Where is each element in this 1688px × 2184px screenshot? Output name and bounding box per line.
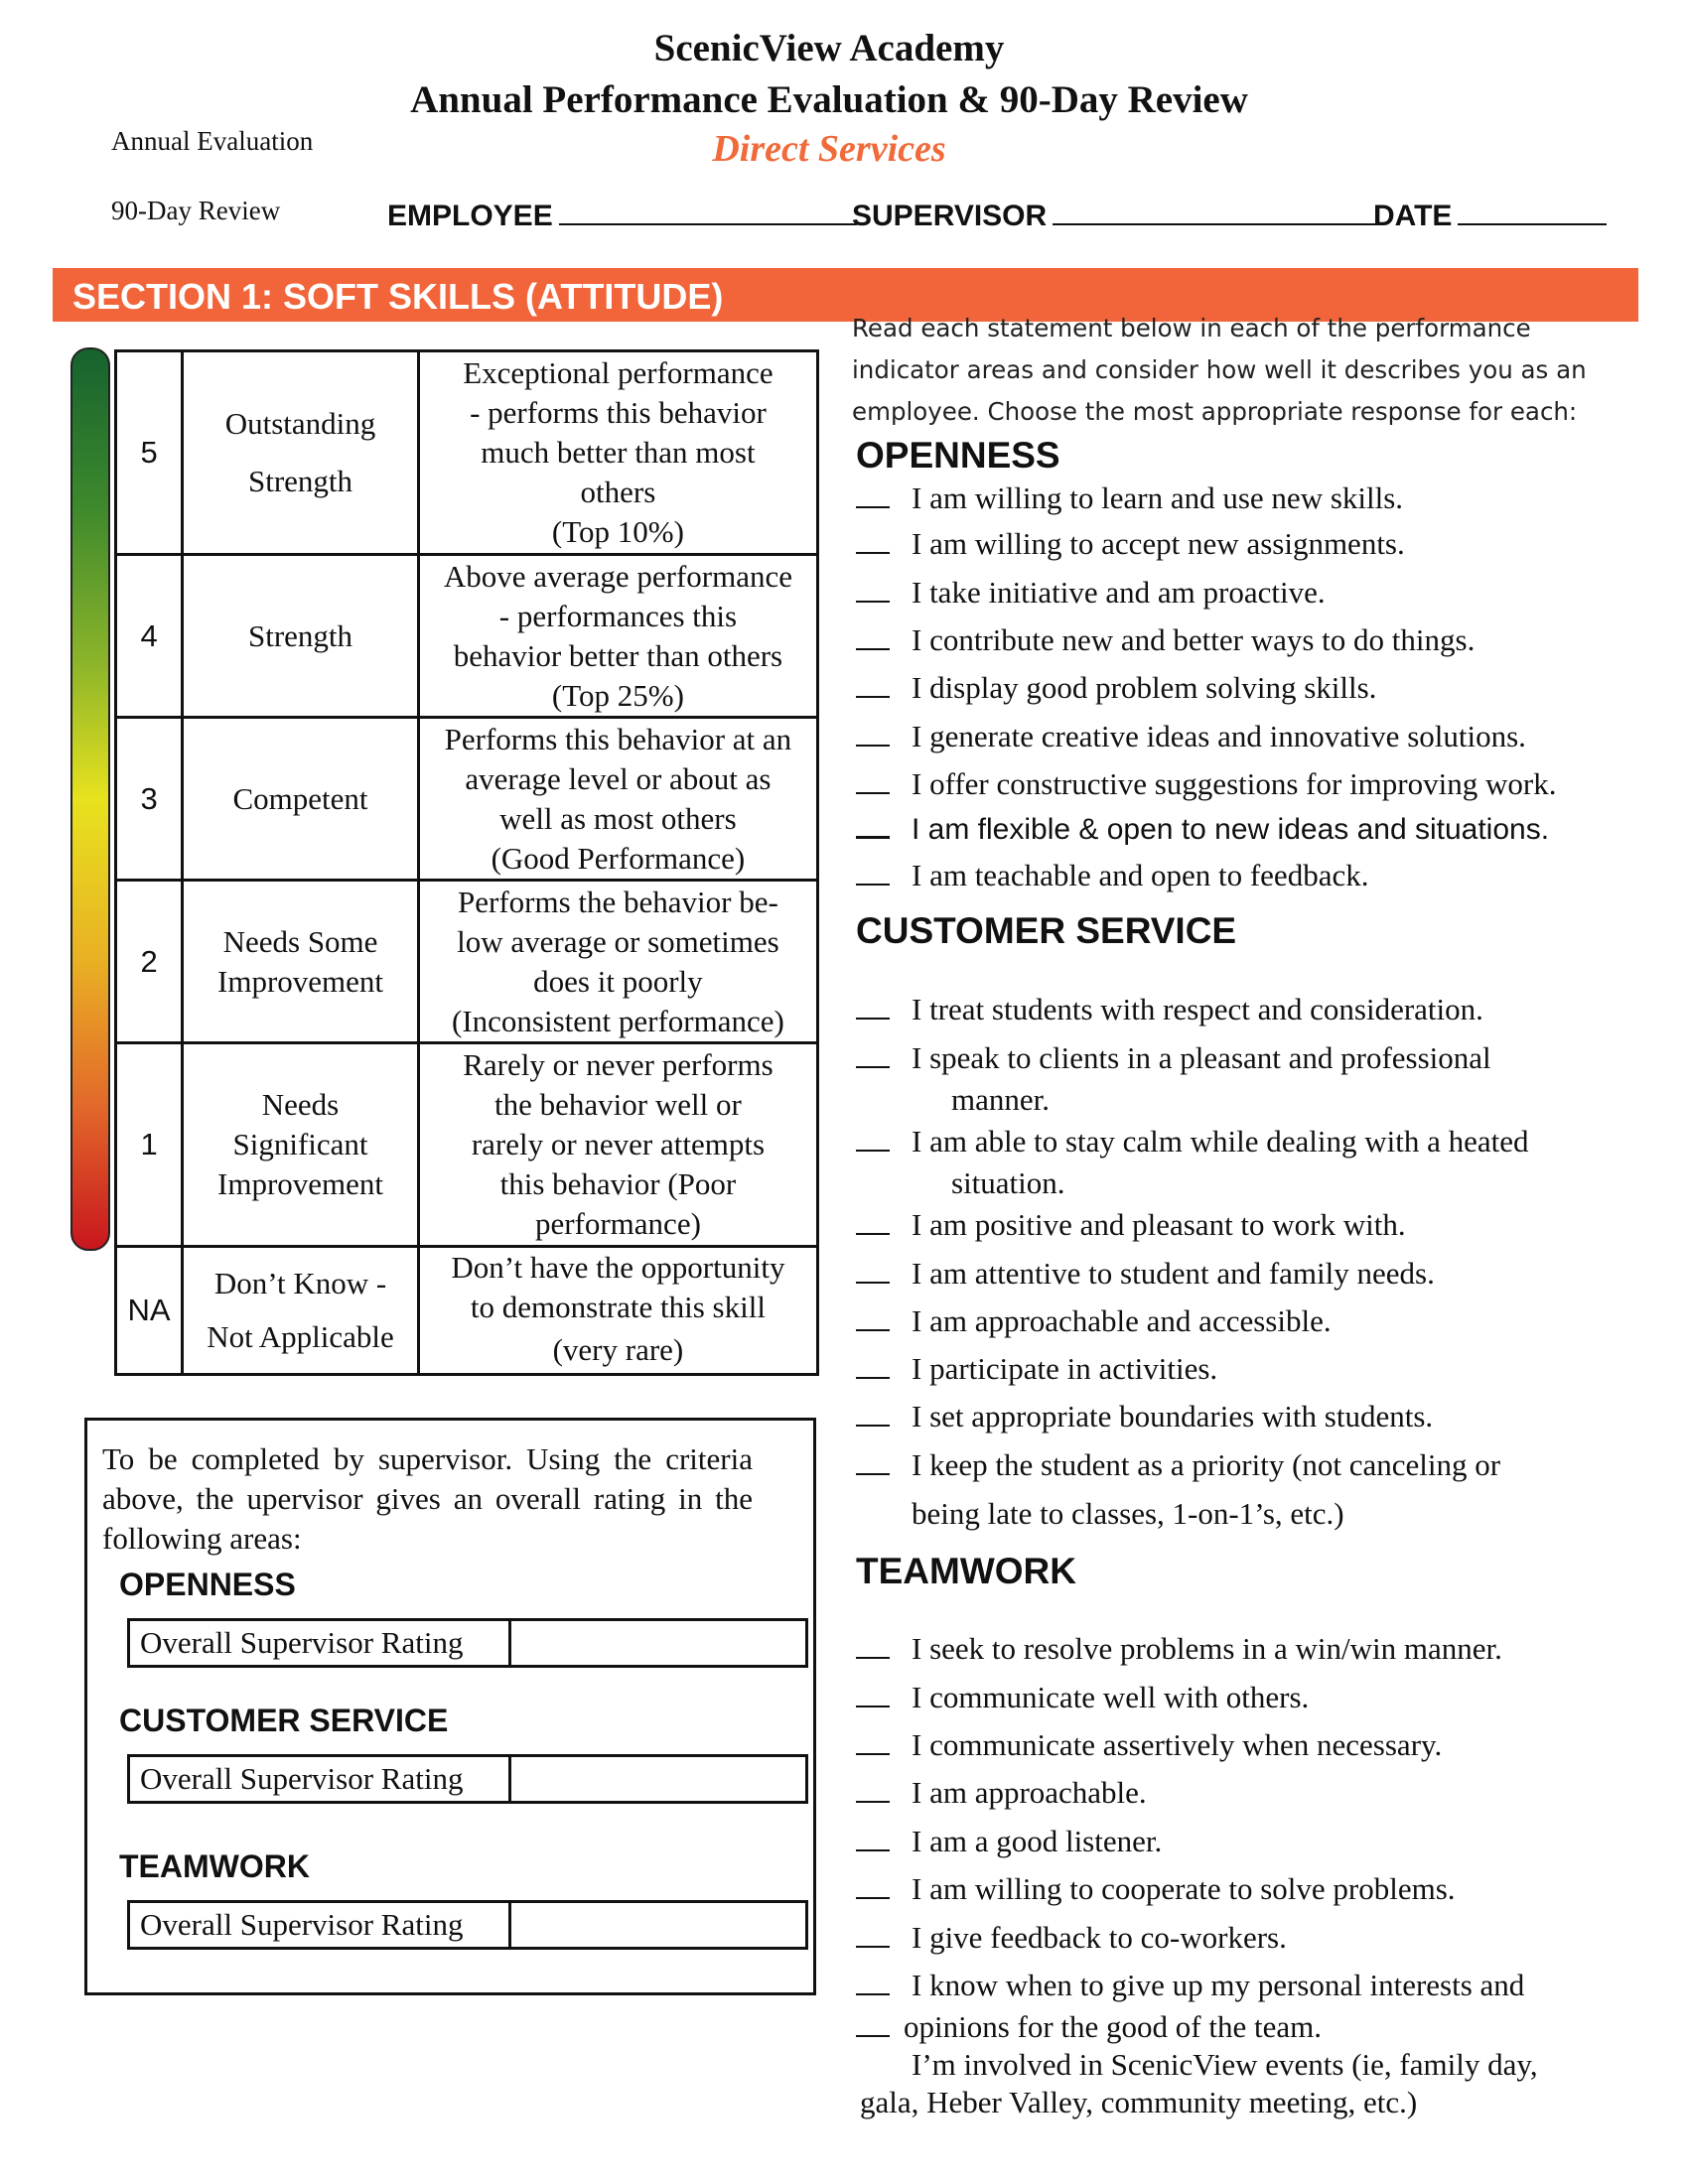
list-item: I treat students with respect and consideration.	[856, 990, 1650, 1029]
teamwork-heading: TEAMWORK	[856, 1551, 1076, 1591]
scale-description: Exceptional performance - performs this behavior much better than most others (Top 10%)	[418, 351, 817, 555]
customer-service-rating-row	[127, 1754, 808, 1804]
list-item: I speak to clients in a pleasant and professional	[856, 1038, 1650, 1078]
list-item: I contribute new and better ways to do things.	[856, 620, 1650, 660]
scale-row	[116, 1247, 818, 1375]
response-blank[interactable]	[856, 670, 890, 698]
list-item: I am willing to accept new assignments.	[856, 524, 1650, 564]
employee-label: EMPLOYEE	[387, 200, 553, 232]
scale-score: 1	[116, 1043, 183, 1247]
openness-rating-row	[127, 1618, 808, 1668]
openness-rating-input[interactable]	[514, 1621, 805, 1665]
annual-evaluation-option[interactable]: Annual Evaluation	[111, 126, 314, 156]
scale-score: 4	[116, 555, 183, 718]
list-item: I keep the student as a priority (not canceling or	[856, 1445, 1650, 1485]
scale-row	[116, 351, 818, 555]
org-name: ScenicView Academy	[653, 27, 1005, 69]
scale-score: 2	[116, 881, 183, 1043]
supervisor-label: SUPERVISOR	[852, 200, 1048, 232]
response-blank[interactable]	[856, 1351, 890, 1379]
list-item: I am approachable and accessible.	[856, 1301, 1650, 1341]
response-blank[interactable]	[856, 1399, 890, 1427]
scale-score: 3	[116, 718, 183, 881]
response-blank[interactable]	[856, 1680, 890, 1707]
rating-label: Overall Supervisor Rating	[130, 1621, 511, 1665]
response-blank[interactable]	[856, 526, 890, 554]
list-item: I am able to stay calm while dealing with a heated	[856, 1122, 1650, 1161]
section-title: SECTION 1: SOFT SKILLS (ATTITUDE)	[72, 276, 724, 317]
list-item: I am willing to learn and use new skills.	[856, 478, 1650, 518]
response-blank[interactable]	[856, 1447, 890, 1475]
rating-label: Overall Supervisor Rating	[130, 1757, 511, 1801]
list-item: I seek to resolve problems in a win/win manner.	[856, 1629, 1650, 1669]
supervisor-blank[interactable]	[1053, 194, 1380, 225]
date-label: DATE	[1373, 200, 1453, 232]
response-blank[interactable]	[856, 719, 890, 747]
list-item: I am willing to cooperate to solve problems.	[856, 1869, 1650, 1909]
response-blank[interactable]	[856, 1775, 890, 1803]
supervisor-area-customer-service: CUSTOMER SERVICE	[119, 1703, 449, 1738]
list-item-continuation: being late to classes, 1-on-1’s, etc.)	[912, 1496, 1344, 1531]
response-blank[interactable]	[856, 1124, 890, 1152]
supervisor-field[interactable]	[852, 194, 1380, 233]
scale-label: Needs Some Improvement	[183, 881, 419, 1043]
scale-score: 5	[116, 351, 183, 555]
teamwork-rating-input[interactable]	[514, 1903, 805, 1947]
response-blank[interactable]	[856, 1256, 890, 1284]
response-blank[interactable]	[856, 1631, 890, 1659]
employee-field[interactable]	[387, 194, 857, 233]
form-subtitle: Direct Services	[712, 128, 946, 170]
list-item-continuation: manner.	[951, 1082, 1050, 1117]
date-field[interactable]	[1373, 194, 1607, 233]
scale-description: Above average performance - performances this behavior better than others (Top 25%)	[418, 555, 817, 718]
response-blank[interactable]	[856, 575, 890, 603]
response-blank[interactable]	[856, 2009, 890, 2037]
response-blank[interactable]	[856, 858, 890, 886]
supervisor-area-openness: OPENNESS	[119, 1567, 296, 1602]
list-item: I display good problem solving skills.	[856, 668, 1650, 708]
scale-label: Strength	[183, 555, 419, 718]
scale-score: NA	[116, 1247, 183, 1375]
list-item: I know when to give up my personal interests and	[856, 1966, 1650, 2005]
customer-service-heading: CUSTOMER SERVICE	[856, 910, 1237, 951]
scale-label: Needs Significant Improvement	[183, 1043, 419, 1247]
supervisor-instructions: To be completed by supervisor. Using the criteria above, the upervisor gives an overall rating in the following areas:	[102, 1441, 753, 1556]
scale-description: Don’t have the opportunity to demonstrate this skill (very rare)	[418, 1247, 817, 1375]
response-blank[interactable]	[856, 810, 890, 839]
scale-label: Outstanding Strength	[183, 351, 419, 555]
customer-service-rating-input[interactable]	[514, 1757, 805, 1801]
response-blank[interactable]	[856, 1040, 890, 1068]
list-item: I participate in activities.	[856, 1349, 1650, 1389]
list-item: I take initiative and am proactive.	[856, 573, 1650, 613]
list-item: I give feedback to co-workers.	[856, 1918, 1650, 1958]
list-item: I am a good listener.	[856, 1822, 1650, 1861]
list-item: I communicate well with others.	[856, 1678, 1650, 1717]
response-blank[interactable]	[856, 1727, 890, 1755]
list-item: I offer constructive suggestions for improving work.	[856, 764, 1650, 804]
ninety-day-review-option[interactable]: 90-Day Review	[111, 196, 281, 225]
scale-row	[116, 881, 818, 1043]
list-item: I communicate assertively when necessary.	[856, 1725, 1650, 1765]
rating-scale-table	[114, 349, 819, 1376]
response-blank[interactable]	[856, 1207, 890, 1235]
response-blank[interactable]	[856, 1920, 890, 1948]
response-blank[interactable]	[856, 1871, 890, 1899]
instructions-text: Read each statement below in each of the performance indicator areas and consider how well it describes you as an employee. Choose the most appropriate response for each:	[852, 314, 1587, 426]
list-item: I am attentive to student and family needs.	[856, 1254, 1650, 1294]
response-blank[interactable]	[856, 1303, 890, 1331]
list-item: I generate creative ideas and innovative solutions.	[856, 717, 1650, 756]
scale-description: Performs this behavior at an average level or about as well as most others (Good Performance)	[418, 718, 817, 881]
scale-row	[116, 555, 818, 718]
list-item: I am approachable.	[856, 1773, 1650, 1813]
scale-description: Performs the behavior be- low average or sometimes does it poorly (Inconsistent performance)	[418, 881, 817, 1043]
response-blank[interactable]	[856, 992, 890, 1020]
openness-heading: OPENNESS	[856, 435, 1060, 476]
response-blank[interactable]	[856, 766, 890, 794]
scale-label: Competent	[183, 718, 419, 881]
employee-blank[interactable]	[559, 194, 857, 225]
list-item: I set appropriate boundaries with students.	[856, 1397, 1650, 1436]
list-item: I’m involved in ScenicView events (ie, family day,	[912, 2047, 1538, 2082]
rating-gradient-bar	[70, 347, 110, 1251]
list-item: I am flexible & open to new ideas and situations.	[856, 810, 1650, 850]
rating-label: Overall Supervisor Rating	[130, 1903, 511, 1947]
response-blank[interactable]	[856, 1824, 890, 1851]
list-item: opinions for the good of the team.	[856, 2007, 1650, 2047]
supervisor-area-teamwork: TEAMWORK	[119, 1848, 310, 1884]
response-blank[interactable]	[856, 622, 890, 650]
response-blank[interactable]	[856, 1968, 890, 1995]
list-item-continuation: situation.	[951, 1165, 1065, 1200]
list-item: I am positive and pleasant to work with.	[856, 1205, 1650, 1245]
scale-row	[116, 1043, 818, 1247]
form-title: Annual Performance Evaluation & 90-Day Review	[410, 78, 1248, 121]
response-blank[interactable]	[856, 480, 890, 508]
list-item-continuation: gala, Heber Valley, community meeting, etc.)	[860, 2085, 1418, 2119]
scale-description: Rarely or never performs the behavior well or rarely or never attempts this behavior (Poor performance)	[418, 1043, 817, 1247]
list-item: I am teachable and open to feedback.	[856, 856, 1650, 895]
date-blank[interactable]	[1458, 194, 1607, 225]
scale-label: Don’t Know - Not Applicable	[183, 1247, 419, 1375]
scale-row	[116, 718, 818, 881]
teamwork-rating-row	[127, 1900, 808, 1950]
